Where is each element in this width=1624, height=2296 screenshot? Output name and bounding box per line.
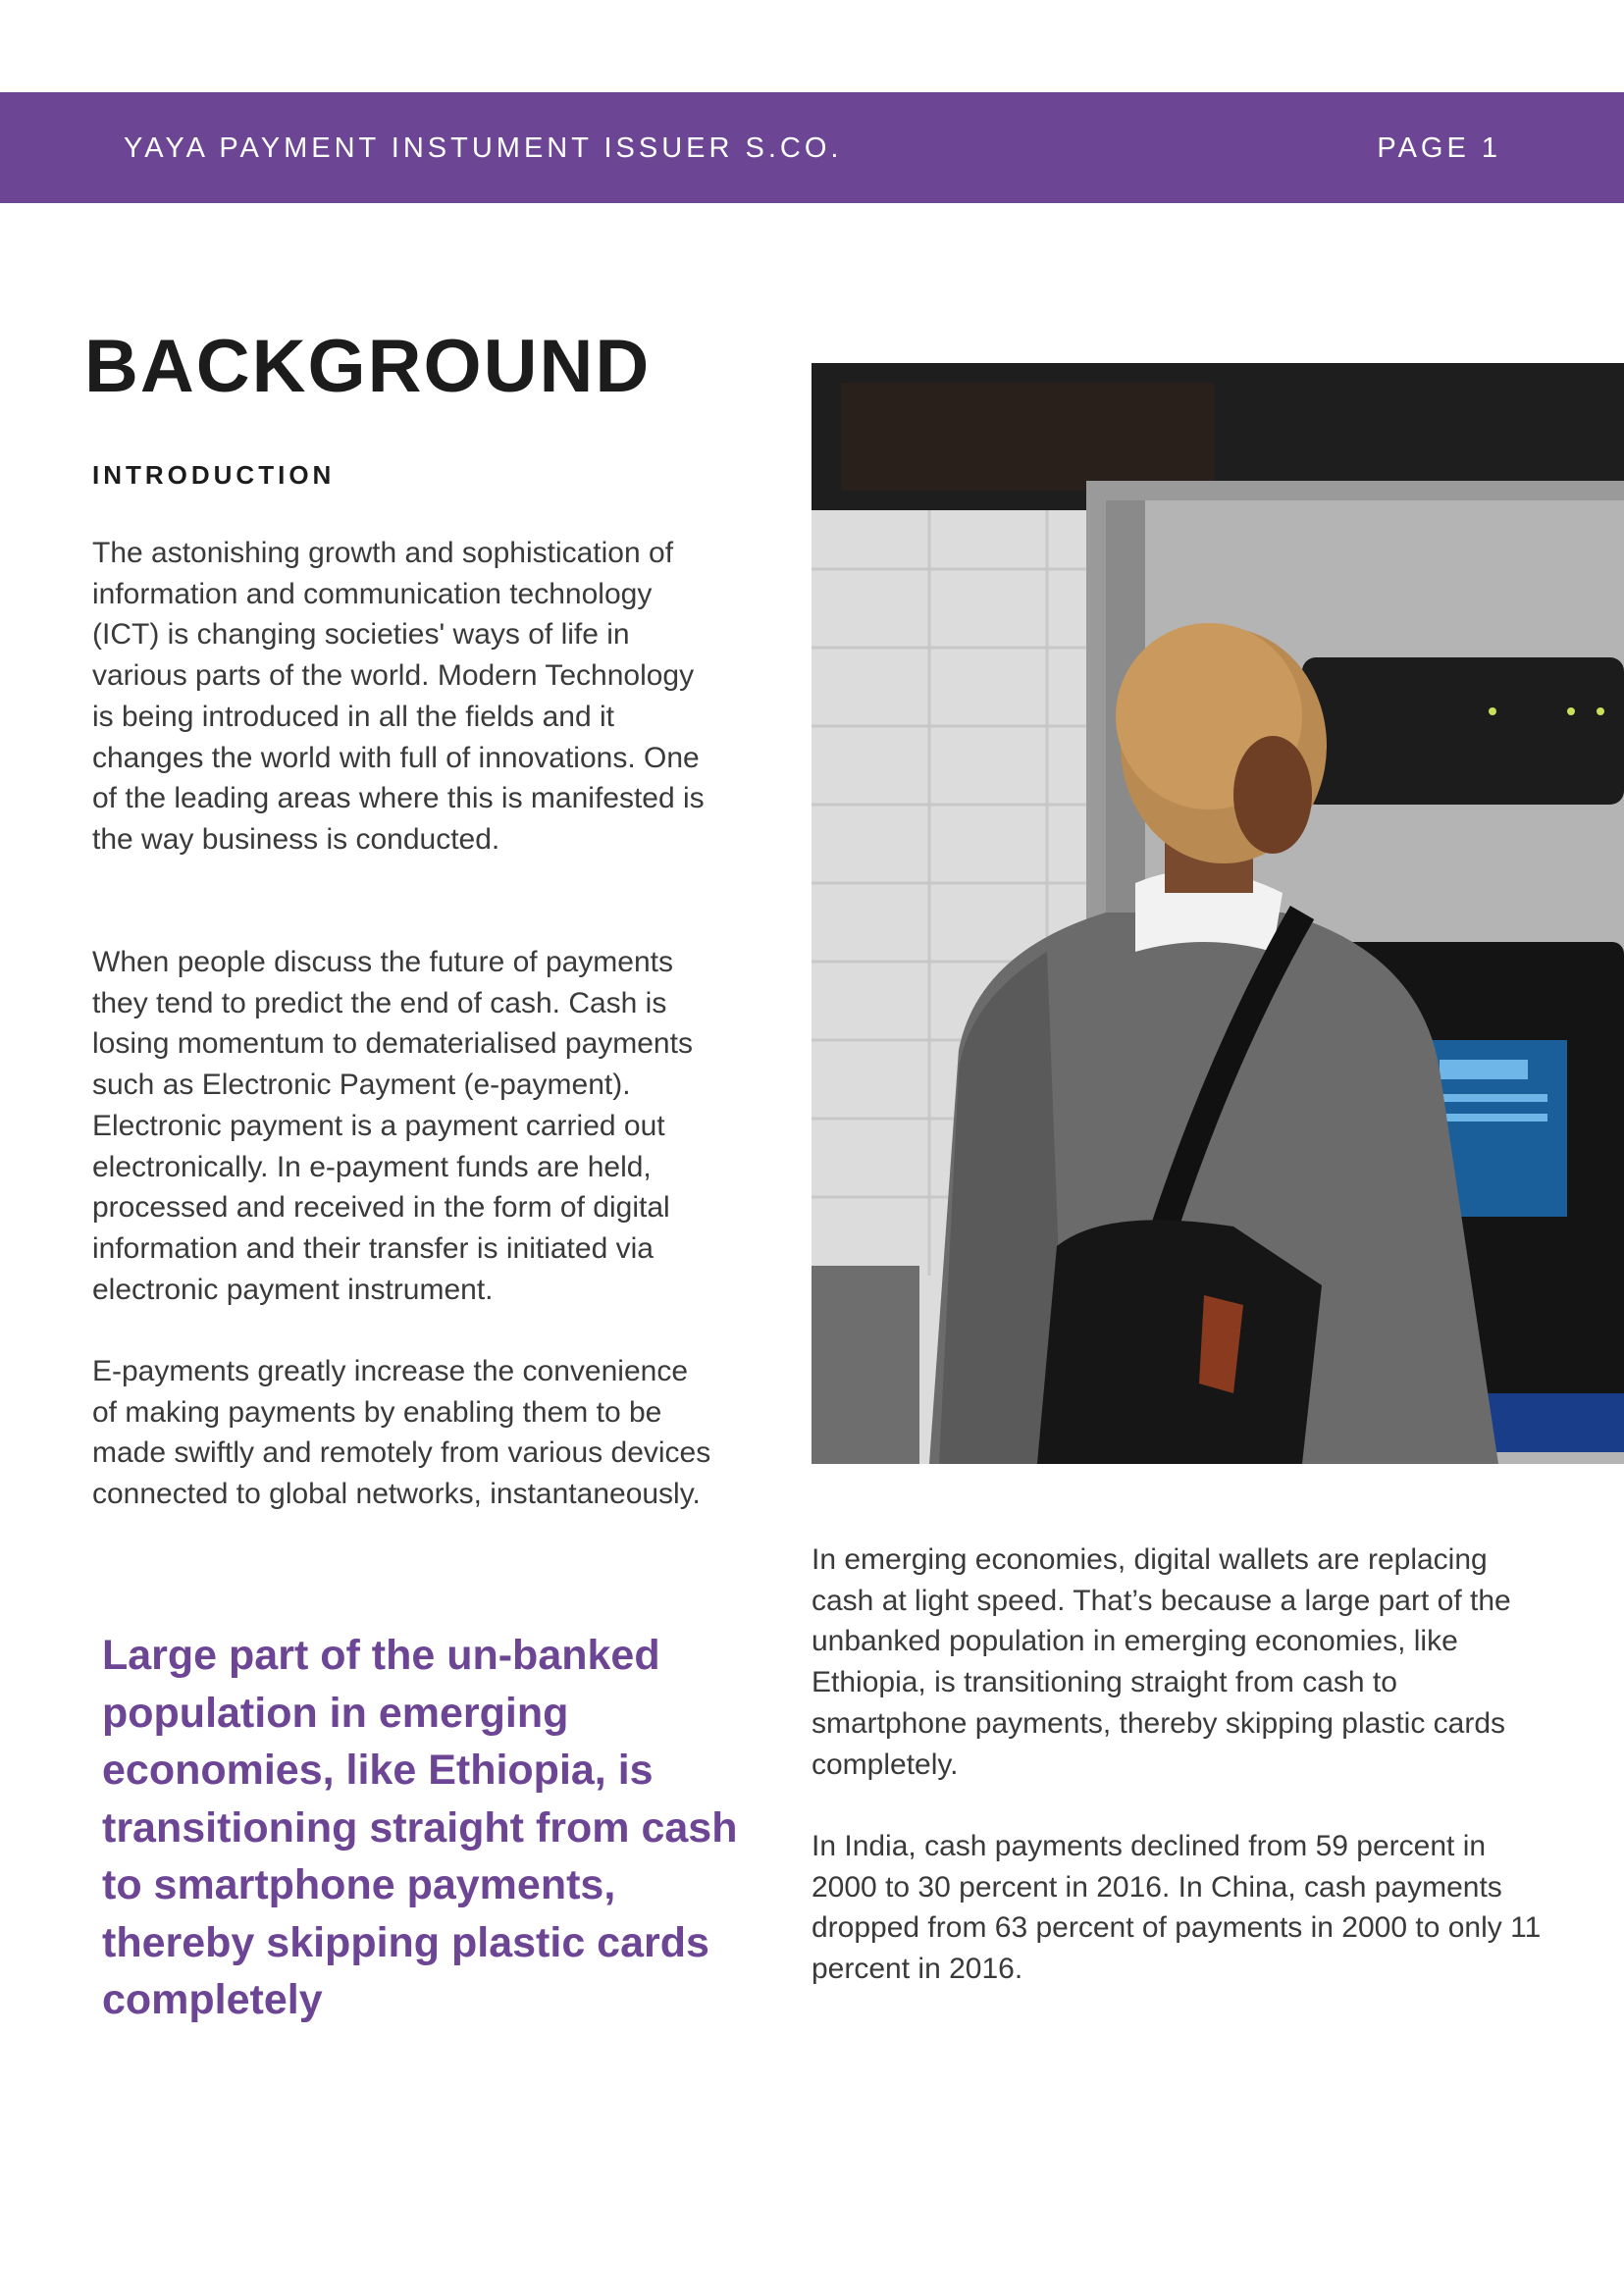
intro-paragraph-3: E-payments greatly increase the convenience of making payments by enabling them to be made swiftly and remotely from various devices connected to global networks, instantaneously. [92, 1355, 711, 1511]
header-bar [0, 92, 1624, 203]
intro-paragraph-2: When people discuss the future of payments they tend to predict the end of cash. Cash is losing momentum to dematerialised payments such as Electronic Payment (e-payment). Electronic payment is a payment carried out electronically. In e-payment funds are held, processed and received in the form of digital information and their transfer is initiated via electronic payment instrument. [92, 946, 693, 1306]
intro-paragraph-1: The astonishing growth and sophistication of information and communication technology (ICT) is changing societies' ways of life in various parts of the world. Modern Technology is being introduced in all the fields and it changes the world with full of innovations. One of the leading areas where this is manifested is the way business is conducted. [92, 537, 705, 856]
right-paragraph-2: In India, cash payments declined from 59 percent in 2000 to 30 percent in 2016. In China, cash payments dropped from 63 percent of payments in 2000 to only 11 percent in 2016. [812, 1830, 1542, 1986]
company-name: YAYA PAYMENT INSTUMENT ISSUER S.CO. [124, 132, 843, 164]
page-title: BACKGROUND [84, 325, 652, 408]
pull-quote: Large part of the un-banked population in emerging economies, like Ethiopia, is transitioning straight from cash to smartphone payments, thereby skipping plastic cards completely [102, 1632, 738, 2023]
page-number: PAGE 1 [1377, 132, 1501, 164]
atm-user-photo [812, 363, 1624, 1464]
section-label: INTRODUCTION [92, 460, 336, 490]
right-paragraph-1: In emerging economies, digital wallets are replacing cash at light speed. That’s because a large part of the unbanked population in emerging economies, like Ethiopia, is transitioning straight from cash to smartphone payments, thereby skipping plastic cards completely. [812, 1543, 1511, 1781]
